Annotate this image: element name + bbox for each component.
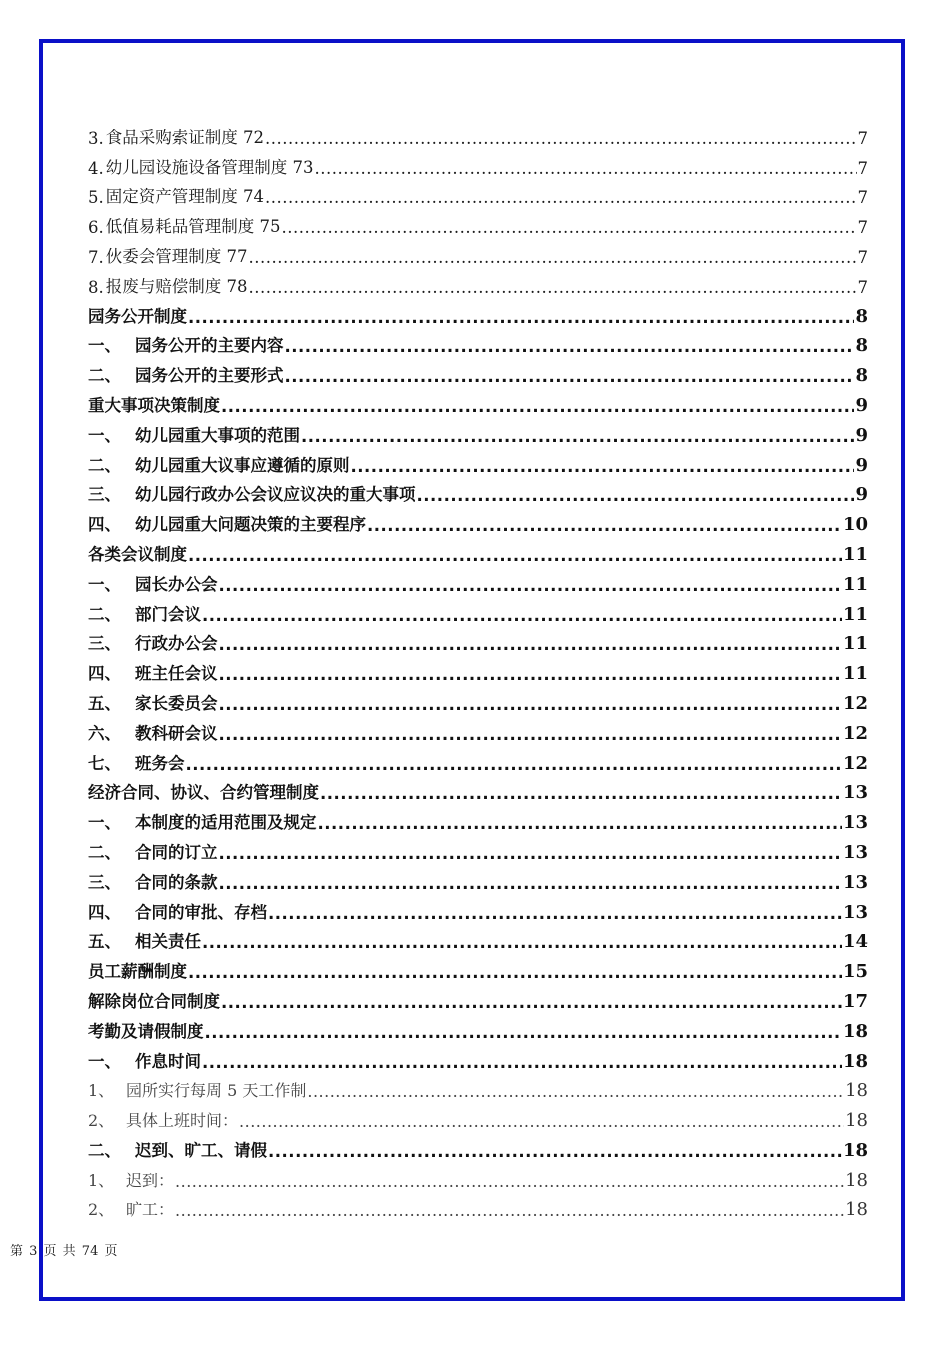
toc-entry-page-number: 13 [842,901,868,923]
toc-entry[interactable] [88,1101,868,1131]
toc-entry-page-number: 8 [855,305,868,327]
toc-entry-title: 部门会议 [135,604,201,624]
toc-entry[interactable] [88,267,868,297]
toc-entry-page-number: 9 [855,394,868,416]
toc-entry-title: 考勤及请假制度 [88,1021,204,1041]
toc-entry-title: 幼儿园重大事项的范围 [135,425,300,445]
toc-leader-dots [175,1172,844,1191]
toc-entry-title: 园务公开的主要内容 [135,336,284,356]
toc-entry-title: 园长办公会 [135,574,218,594]
toc-entry-page-number: 17 [842,990,868,1012]
toc-entry-number: 二、 [88,1140,121,1160]
toc-leader-dots [175,1201,844,1220]
toc-entry-title: 班务会 [135,753,185,773]
toc-entry-title: 旷工： [126,1200,175,1220]
toc-entry-title: 教科研会议 [135,723,218,743]
toc-entry[interactable] [88,327,868,357]
toc-entry-number: 五、 [88,932,121,952]
toc-entry-title: 幼儿园行政办公会议应议决的重大事项 [135,485,416,505]
toc-entry-title: 固定资产管理制度 74 [105,187,264,207]
toc-entry-number: 4. [88,158,104,178]
toc-entry[interactable] [88,893,868,923]
toc-entry[interactable] [88,446,868,476]
toc-entry[interactable] [88,476,868,506]
toc-entry-page-number: 18 [845,1110,868,1132]
toc-entry-page-number: 12 [842,692,868,714]
toc-entry-title: 员工薪酬制度 [88,962,187,982]
toc-entry[interactable] [88,386,868,416]
toc-leader-dots [417,486,855,505]
toc-entry-number: 四、 [88,902,121,922]
toc-entry-page-number: 7 [857,188,868,208]
toc-entry-number: 二、 [88,604,121,624]
toc-entry-page-number: 11 [842,573,868,595]
toc-entry-page-number: 12 [842,722,868,744]
toc-entry[interactable] [88,803,868,833]
toc-entry[interactable] [88,1012,868,1042]
toc-entry-title: 报废与赔偿制度 78 [105,276,248,296]
toc-entry-number: 二、 [88,842,121,862]
toc-leader-dots [219,874,842,893]
toc-entry[interactable] [88,297,868,327]
toc-entry[interactable] [88,744,868,774]
toc-entry[interactable] [88,595,868,625]
toc-leader-dots [320,784,842,803]
toc-leader-dots [268,1142,842,1161]
toc-entry-page-number: 11 [842,603,868,625]
toc-entry-page-number: 18 [842,1050,868,1072]
toc-entry-page-number: 15 [842,961,868,983]
toc-entry-title: 幼儿园设施设备管理制度 73 [105,157,314,177]
toc-entry-page-number: 8 [855,365,868,387]
toc-entry-title: 重大事项决策制度 [88,395,220,415]
toc-entry-page-number: 18 [845,1199,868,1221]
toc-leader-dots [219,844,842,863]
toc-leader-dots [249,278,857,297]
toc-entry-title: 经济合同、协议、合约管理制度 [88,783,319,803]
toc-entry-page-number: 12 [842,752,868,774]
toc-entry-title: 相关责任 [135,932,201,952]
toc-entry[interactable] [88,207,868,237]
toc-leader-dots [351,457,855,476]
toc-entry-number: 3. [88,128,104,148]
toc-leader-dots [205,1023,842,1042]
toc-entry[interactable] [88,118,868,148]
toc-entry[interactable] [88,565,868,595]
toc-entry-page-number: 13 [842,841,868,863]
toc-leader-dots [318,814,842,833]
toc-entry-title: 具体上班时间： [126,1111,239,1131]
toc-entry-title: 合同的订立 [135,842,218,862]
toc-entry-page-number: 10 [842,514,868,536]
toc-entry-title: 迟到、旷工、请假 [135,1140,267,1160]
toc-entry[interactable] [88,505,868,535]
toc-entry-title: 合同的审批、存档 [135,902,267,922]
toc-entry-title: 园务公开制度 [88,306,187,326]
toc-entry-title: 幼儿园重大问题决策的主要程序 [135,515,366,535]
toc-leader-dots [186,755,842,774]
toc-entry[interactable] [88,237,868,267]
toc-entry-number: 1、 [88,1081,115,1101]
toc-entry-page-number: 13 [842,871,868,893]
toc-entry-page-number: 9 [855,424,868,446]
toc-leader-dots [219,725,842,744]
toc-leader-dots [188,963,842,982]
toc-entry-number: 8. [88,277,104,297]
toc-entry-number: 六、 [88,723,121,743]
toc-leader-dots [219,576,842,595]
toc-entry[interactable] [88,863,868,893]
toc-entry-page-number: 13 [842,812,868,834]
toc-entry-number: 1、 [88,1170,115,1190]
toc-entry-page-number: 18 [842,1139,868,1161]
toc-entry-title: 食品采购索证制度 72 [105,127,264,147]
toc-entry-number: 四、 [88,515,121,535]
toc-entry-number: 二、 [88,366,121,386]
toc-entry-number: 7. [88,247,104,267]
toc-entry[interactable] [88,833,868,863]
toc-entry-number: 一、 [88,425,121,445]
toc-leader-dots [249,248,857,267]
toc-entry-page-number: 8 [855,335,868,357]
toc-entry-title: 解除岗位合同制度 [88,991,220,1011]
page-footer: 第 3 页 共 74 页 [10,1244,118,1259]
toc-entry-number: 2、 [88,1111,115,1131]
toc-entry[interactable] [88,982,868,1012]
toc-leader-dots [285,337,855,356]
toc-leader-dots [219,695,842,714]
toc-leader-dots [202,933,842,952]
toc-leader-dots [202,606,842,625]
toc-leader-dots [219,665,842,684]
toc-entry[interactable] [88,625,868,655]
toc-entry-title: 幼儿园重大议事应遵循的原则 [135,455,350,475]
toc-entry-title: 作息时间 [135,1051,201,1071]
toc-entry-title: 合同的条款 [135,872,218,892]
toc-entry-page-number: 18 [845,1169,868,1191]
toc-entry-number: 五、 [88,693,121,713]
toc-entry-title: 家长委员会 [135,693,218,713]
toc-entry-title: 园务公开的主要形式 [135,366,284,386]
toc-entry[interactable] [88,535,868,565]
toc-entry-number: 三、 [88,634,121,654]
toc-entry-page-number: 18 [845,1080,868,1102]
toc-entry[interactable] [88,178,868,208]
toc-entry-title: 低值易耗品管理制度 75 [105,217,281,237]
toc-entry-number: 一、 [88,336,121,356]
toc-leader-dots [367,516,842,535]
toc-entry-number: 四、 [88,664,121,684]
toc-entry[interactable] [88,356,868,386]
toc-entry-number: 三、 [88,872,121,892]
toc-entry-page-number: 13 [842,782,868,804]
toc-entry-page-number: 9 [855,454,868,476]
toc-leader-dots [239,1112,844,1131]
toc-entry-page-number: 11 [842,663,868,685]
toc-entry[interactable] [88,923,868,953]
toc-entry[interactable] [88,654,868,684]
toc-leader-dots [307,1082,844,1101]
toc-entry-page-number: 9 [855,484,868,506]
toc-leader-dots [221,993,842,1012]
toc-entry[interactable] [88,1191,868,1221]
toc-entry-number: 一、 [88,1051,121,1071]
toc-entry[interactable] [88,1072,868,1102]
toc-entry-page-number: 7 [857,128,868,148]
toc-entry-page-number: 7 [857,158,868,178]
toc-entry-page-number: 11 [842,543,868,565]
toc-entry-number: 一、 [88,813,121,833]
toc-leader-dots [202,1053,842,1072]
toc-entry-title: 行政办公会 [135,634,218,654]
toc-entry-page-number: 14 [842,931,868,953]
toc-entry-page-number: 7 [857,277,868,297]
toc-entry-number: 二、 [88,455,121,475]
toc-leader-dots [188,308,854,327]
toc-entry[interactable] [88,952,868,982]
toc-entry[interactable] [88,148,868,178]
toc-entry-number: 一、 [88,574,121,594]
toc-entry[interactable] [88,774,868,804]
toc-entry[interactable] [88,1042,868,1072]
table-of-contents [88,118,868,1220]
toc-leader-dots [219,635,842,654]
toc-entry[interactable] [88,416,868,446]
toc-entry-page-number: 7 [857,218,868,238]
toc-leader-dots [268,904,842,923]
toc-entry-title: 园所实行每周 5 天工作制 [126,1081,307,1101]
toc-entry-title: 班主任会议 [135,664,218,684]
toc-entry-title: 伙委会管理制度 77 [105,246,248,266]
toc-leader-dots [188,546,842,565]
toc-entry[interactable] [88,1161,868,1191]
toc-entry-page-number: 11 [842,633,868,655]
toc-entry[interactable] [88,714,868,744]
toc-entry-title: 迟到： [126,1170,175,1190]
toc-leader-dots [282,218,857,237]
toc-entry[interactable] [88,1131,868,1161]
toc-leader-dots [315,159,857,178]
toc-entry-title: 各类会议制度 [88,544,187,564]
toc-leader-dots [265,129,857,148]
toc-leader-dots [265,188,857,207]
toc-entry-number: 七、 [88,753,121,773]
toc-entry-number: 三、 [88,485,121,505]
toc-entry-page-number: 7 [857,247,868,267]
toc-leader-dots [285,367,855,386]
toc-entry[interactable] [88,684,868,714]
toc-entry-number: 6. [88,218,104,238]
toc-entry-number: 5. [88,188,104,208]
toc-leader-dots [301,427,854,446]
toc-entry-page-number: 18 [842,1020,868,1042]
toc-leader-dots [221,397,854,416]
toc-entry-number: 2、 [88,1200,115,1220]
toc-entry-title: 本制度的适用范围及规定 [135,813,317,833]
